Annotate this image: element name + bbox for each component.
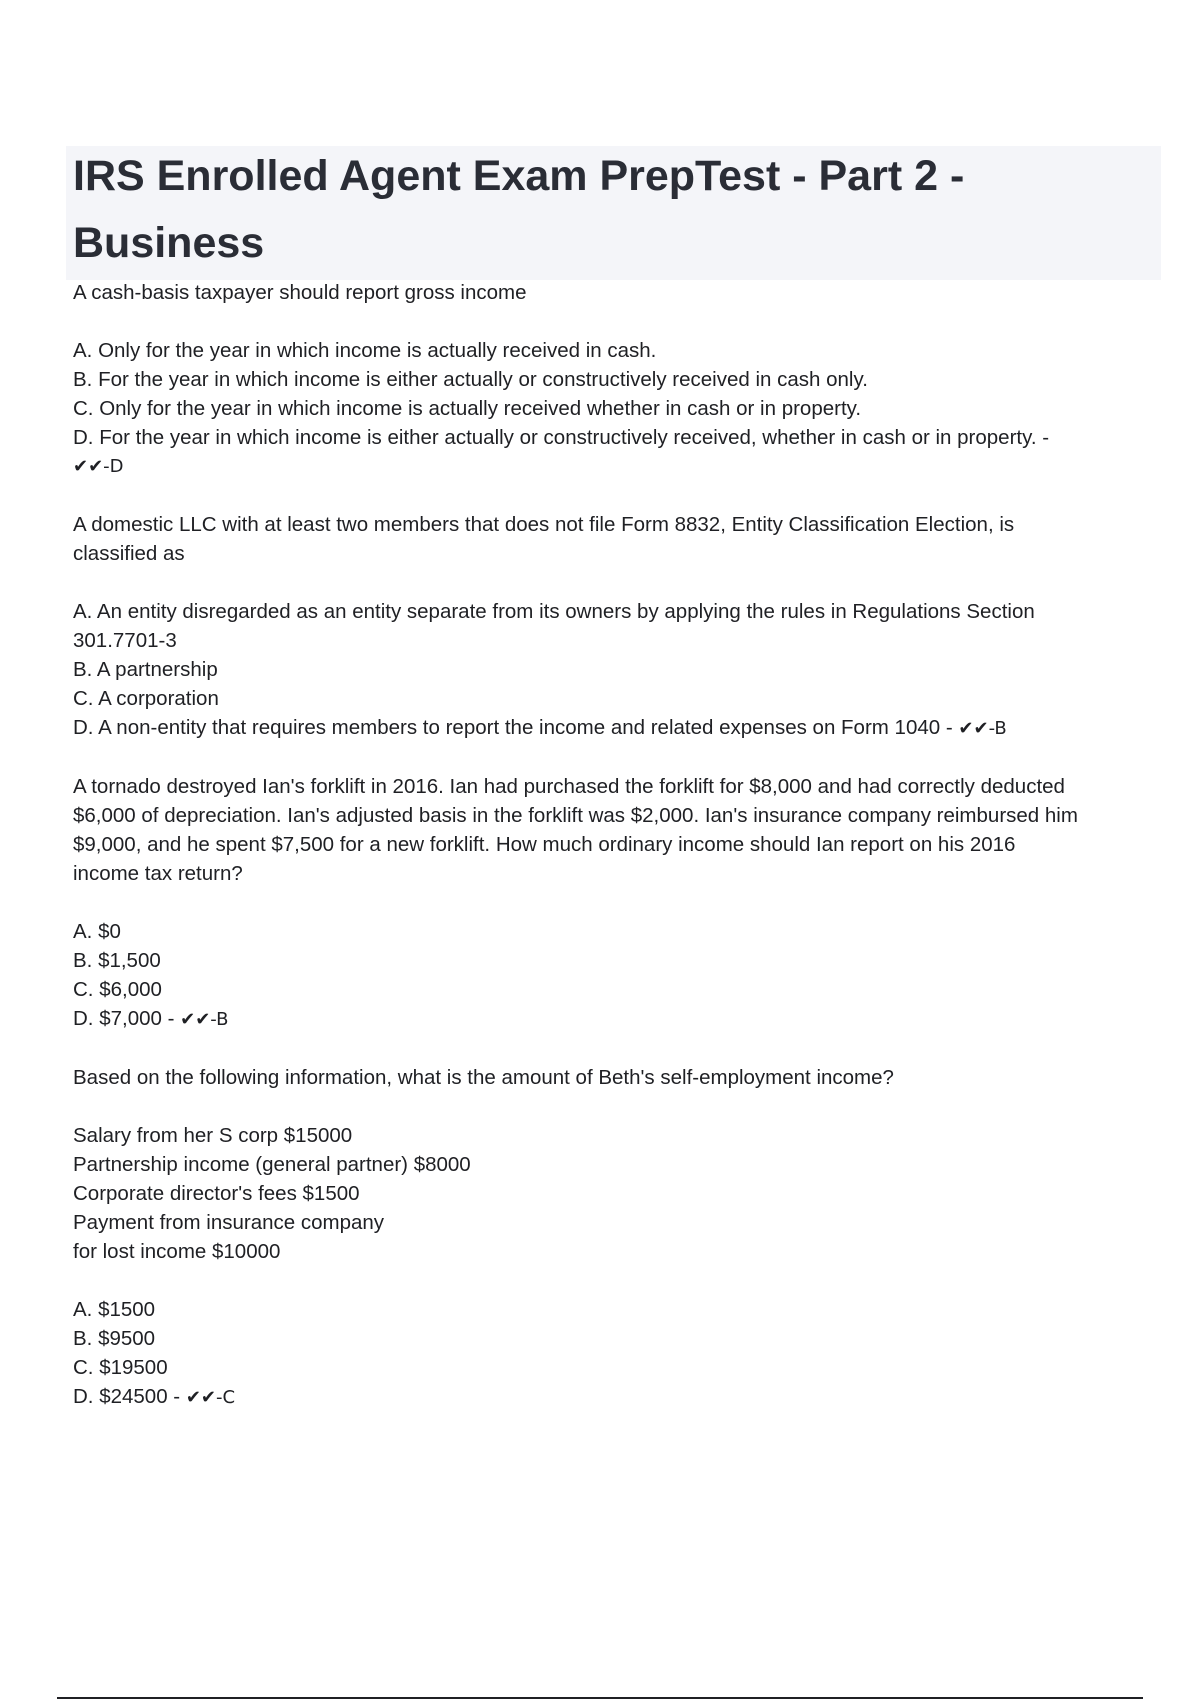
question-4-option-b: B. $9500 [73,1327,156,1350]
footer-divider [57,1697,1143,1699]
question-1-option-c: C. Only for the year in which income is actually received whether in cash or in property. [73,397,862,420]
question-4-detail-5: for lost income $10000 [73,1240,281,1263]
question-4-detail-3: Corporate director's fees $1500 [73,1182,360,1205]
question-4 [73,1063,1173,1412]
question-3-option-c: C. $6,000 [73,978,162,1001]
question-3-stem-line-1: A tornado destroyed Ian's forklift in 2016. Ian had purchased the forklift for $8,000 and had correctly deducted [73,775,1065,798]
question-4-detail-4: Payment from insurance company [73,1211,385,1234]
question-1-answer: ✔✔-D [73,456,124,477]
question-4-option-d: D. $24500 - [73,1385,181,1408]
question-2-option-d: D. A non-entity that requires members to report the income and related expenses on Form 1040 - [73,716,953,739]
question-3-stem-line-2: $6,000 of depreciation. Ian's adjusted basis in the forklift was $2,000. Ian's insurance company reimbursed him [73,804,1078,827]
question-3 [73,772,1173,1034]
document-title: IRS Enrolled Agent Exam PrepTest - Part 2 - Business [73,152,965,267]
question-1-option-d: D. For the year in which income is either actually or constructively received, whether in cash or in property. - [73,426,1050,449]
question-2-answer: ✔✔-B [958,718,1007,739]
question-4-option-a: A. $1500 [73,1298,156,1321]
question-4-answer: ✔✔-C [185,1387,236,1408]
question-2-option-d-row [73,713,1173,743]
question-1-stem: A cash-basis taxpayer should report gross income [73,281,527,304]
question-3-stem-line-4: income tax return? [73,862,243,885]
question-3-option-d-row [73,1004,1173,1034]
question-4-option-c: C. $19500 [73,1356,168,1379]
question-2-stem-line-2: classified as [73,542,185,565]
question-1-option-a: A. Only for the year in which income is actually received in cash. [73,339,657,362]
question-4-detail-1: Salary from her S corp $15000 [73,1124,353,1147]
question-3-stem-line-3: $9,000, and he spent $7,500 for a new forklift. How much ordinary income should Ian report on his 2016 [73,833,1016,856]
question-3-option-a: A. $0 [73,920,121,943]
question-2-option-b: B. A partnership [73,658,218,681]
question-1-option-b: B. For the year in which income is either actually or constructively received in cash only. [73,368,868,391]
question-2-option-c: C. A corporation [73,687,219,710]
question-4-stem: Based on the following information, what is the amount of Beth's self-employment income? [73,1066,894,1089]
question-2-option-a-continued: 301.7701-3 [73,629,177,652]
document-content [73,278,1173,1412]
question-2 [73,510,1173,743]
question-3-option-b: B. $1,500 [73,949,161,972]
question-1 [73,278,1173,481]
question-3-answer: ✔✔-B [180,1009,229,1030]
question-3-option-d: D. $7,000 - [73,1007,175,1030]
question-2-option-a: A. An entity disregarded as an entity separate from its owners by applying the rules in Regulations Section [73,600,1035,623]
question-4-detail-2: Partnership income (general partner) $8000 [73,1153,471,1176]
question-4-option-d-row [73,1382,1173,1412]
question-2-stem-line-1: A domestic LLC with at least two members that does not file Form 8832, Entity Classification Election, is [73,513,1015,536]
